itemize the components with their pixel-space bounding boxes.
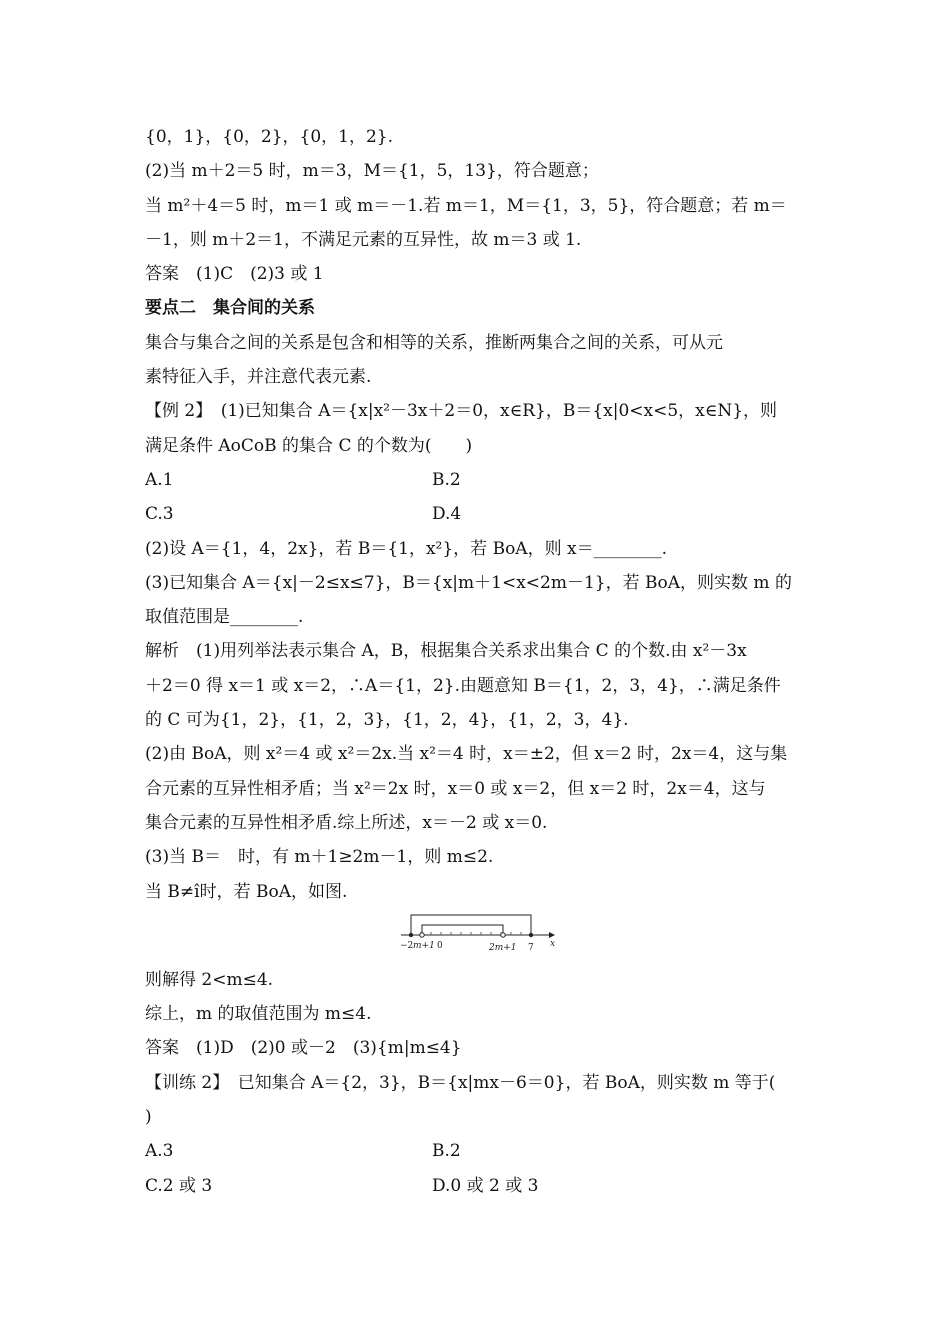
solution-line: 解析 (1)用列举法表示集合 A，B，根据集合关系求出集合 C 的个数.由 x²－3x: [145, 641, 747, 662]
answer-line: 答案 (1)D (2)0 或－2 (3){m|m≤4}: [145, 1038, 462, 1059]
text-line: 则解得 2<m≤4.: [145, 969, 274, 990]
text-line: 的 C 可为{1，2}，{1，2，3}，{1，2，4}，{1，2，3，4}.: [145, 710, 629, 731]
label-zero: 0: [437, 940, 443, 951]
text-line: (2)设 A＝{1，4，2x}，若 B＝{1，x²}，若 BoA，则 x＝________.: [145, 538, 667, 559]
option-b: B.2: [432, 1141, 461, 1162]
text-line: 取值范围是________.: [145, 607, 304, 628]
options-row: [145, 463, 807, 497]
number-line-figure: [145, 909, 807, 963]
point-7: [529, 933, 533, 937]
label-minus-2: −2: [400, 940, 414, 951]
option-d: D.4: [432, 504, 462, 525]
axis-arrow: [549, 932, 555, 938]
text-line: 当 m²＋4＝5 时，m＝1 或 m＝－1.若 m＝1，M＝{1，3，5}，符合题意；若 m＝: [145, 195, 787, 216]
text-line: 综上，m 的取值范围为 m≤4.: [145, 1004, 372, 1025]
text-line: ＋2＝0 得 x＝1 或 x＝2，∴A＝{1，2}.由题意知 B＝{1，2，3，4}，∴满足条件: [145, 675, 781, 696]
options-row: [145, 1169, 807, 1203]
label-7: 7: [528, 942, 534, 953]
text-line: (3)已知集合 A＝{x|－2≤x≤7}，B＝{x|m＋1<x<2m－1}，若 BoA，则实数 m 的: [145, 572, 792, 593]
text-line: ): [145, 1107, 152, 1128]
label-2m-plus-1: 2m+1: [489, 942, 517, 953]
text-line: {0，1}，{0，2}，{0，1，2}.: [145, 127, 394, 147]
text-line: (2)当 m＋2＝5 时，m＝3，M＝{1，5，13}，符合题意；: [145, 161, 599, 182]
text-line: 合元素的互异性相矛盾；当 x²＝2x 时，x＝0 或 x＝2，但 x＝2 时，2x＝4，这与: [145, 778, 766, 799]
option-a: A.1: [145, 469, 174, 490]
text-line: (3)当 B＝ 时，有 m＋1≥2m－1，则 m≤2.: [145, 847, 494, 868]
option-d: D.0 或 2 或 3: [432, 1175, 539, 1196]
text-line: 集合与集合之间的关系是包含和相等的关系，推断两集合之间的关系，可从元: [145, 332, 723, 353]
option-c: C.3: [145, 504, 174, 525]
example-2-question: 【例 2】 (1)已知集合 A＝{x|x²－3x＋2＝0，x∈R}，B＝{x|0<x<5，x∈N}，则: [145, 401, 778, 422]
text-line: (2)由 BoA，则 x²＝4 或 x²＝2x.当 x²＝4 时，x＝±2，但 x＝2 时，2x＝4，这与集: [145, 744, 788, 765]
option-a: A.3: [145, 1141, 174, 1162]
text-line: 满足条件 AoCoB 的集合 C 的个数为( ): [145, 435, 473, 456]
text-line: 当 B≠î时，若 BoA，如图.: [145, 881, 348, 902]
document-page: [145, 120, 807, 1203]
answer-line: 答案 (1)C (2)3 或 1: [145, 264, 324, 285]
point-minus-2: [409, 933, 413, 937]
options-row: [145, 497, 807, 531]
options-row: [145, 1134, 807, 1168]
section-heading: 要点二 集合间的关系: [145, 298, 315, 319]
point-m-plus-1: [420, 933, 424, 937]
option-b: B.2: [432, 469, 461, 490]
training-2-question: 【训练 2】 已知集合 A＝{2，3}，B＝{x|mx－6＝0}，若 BoA，则实数 m 等于(: [145, 1072, 776, 1093]
label-x: x: [550, 938, 556, 949]
label-m-plus-1: m+1: [413, 940, 435, 951]
option-c: C.2 或 3: [145, 1175, 213, 1196]
point-2m-plus-1: [501, 933, 505, 937]
text-line: －1，则 m＋2＝1，不满足元素的互异性，故 m＝3 或 1.: [145, 229, 582, 250]
text-line: 集合元素的互异性相矛盾.综上所述，x＝－2 或 x＝0.: [145, 812, 548, 833]
number-line-diagram: [397, 911, 557, 959]
text-line: 素特征入手，并注意代表元素.: [145, 367, 372, 388]
